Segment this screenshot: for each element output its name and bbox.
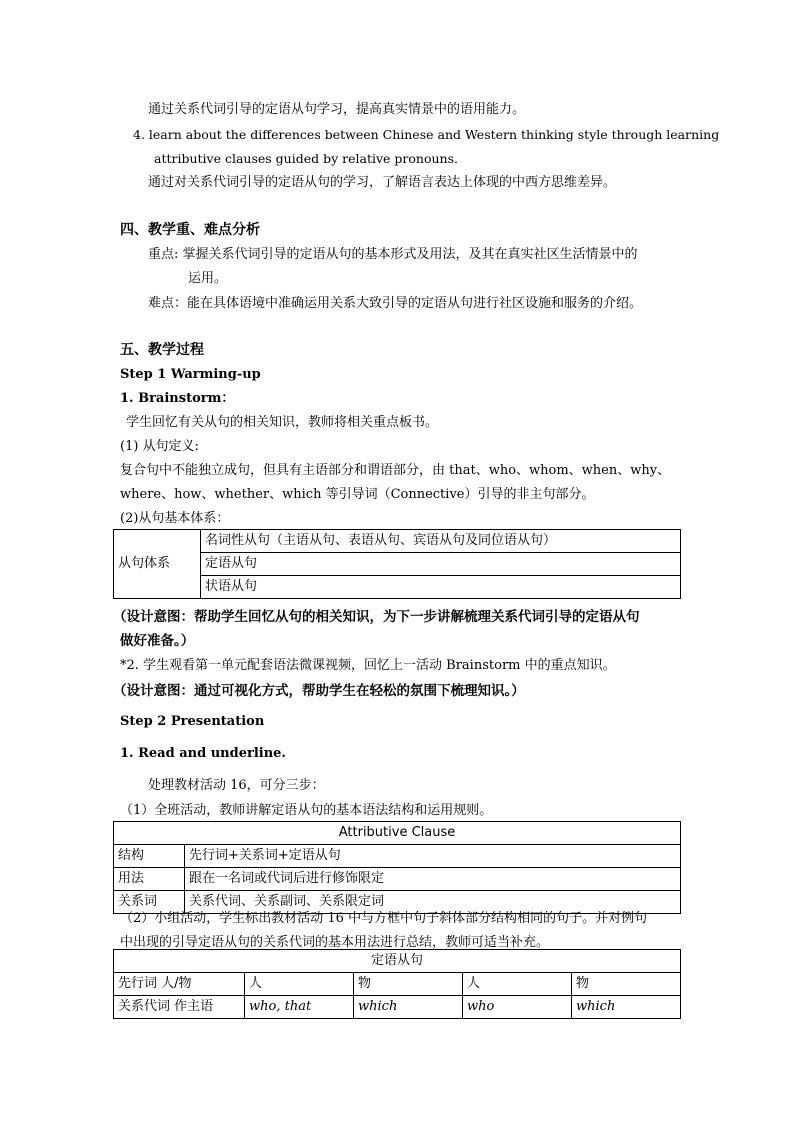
attr-row-value: 关系代词、关系副词、关系限定词: [185, 891, 681, 914]
brainstorm-heading: 1. Brainstorm：: [120, 391, 235, 406]
attr-row-label: 结构: [114, 845, 185, 868]
section-4-heading: 四、教学重、难点分析: [120, 222, 260, 238]
definition-text-line1: 复合句中不能独立成句，但具有主语部分和谓语部分，由 that、who、whom、when、why、: [120, 463, 671, 478]
step-b-line2: 中出现的引导定语从句的关系代词的基本用法进行总结，教师可适当补充。: [120, 935, 550, 950]
rel-cell: which: [572, 996, 681, 1019]
step-a-text: （1）全班活动，教师讲解定语从句的基本语法结构和运用规则。: [120, 803, 493, 818]
rel-cell: 人: [463, 973, 572, 996]
step1-heading: Step 1 Warming-up: [120, 367, 261, 382]
relative-pronoun-table: [113, 949, 681, 1019]
design-intent-2: （设计意图：通过可视化方式，帮助学生在轻松的氛围下梳理知识。）: [113, 683, 525, 699]
read-underline-heading: 1. Read and underline.: [120, 746, 286, 761]
clause-system-item: 名词性从句（主语从句、表语从句、宾语从句及同位语从句）: [201, 530, 681, 553]
relative-table-title: 定语从句: [114, 950, 681, 973]
clause-system-table: [113, 529, 681, 599]
objective-4-cn: 通过对关系代词引导的定语从句的学习，了解语言表达上体现的中西方思维差异。: [148, 175, 617, 190]
rel-cell: who: [463, 996, 572, 1019]
clause-system-item: 定语从句: [201, 553, 681, 576]
brainstorm-text: 学生回忆有关从句的相关知识，教师将相关重点板书。: [126, 415, 439, 430]
rel-cell: who, that: [245, 996, 354, 1019]
rel-row1-label: 先行词 人/物: [114, 973, 245, 996]
design-intent-1-line1: （设计意图：帮助学生回忆从句的相关知识，为下一步讲解梳理关系代词引导的定语从句: [113, 609, 640, 625]
rel-cell: 物: [572, 973, 681, 996]
design-intent-1-line2: 做好准备。）: [120, 633, 195, 649]
key-point-line2: 运用。: [188, 271, 228, 286]
difficult-point: 难点：能在具体语境中准确运用关系大致引导的定语从句进行社区设施和服务的介绍。: [148, 296, 643, 311]
step2-heading: Step 2 Presentation: [120, 714, 265, 729]
rel-cell: 物: [354, 973, 463, 996]
attr-row-label: 关系词: [114, 891, 185, 914]
rel-cell: which: [354, 996, 463, 1019]
step-b-line1: （2）小组活动，学生标出教材活动 16 中与方框中句子斜体部分结构相同的句子。并对例句: [120, 911, 648, 926]
attr-row-value: 跟在一名词或代词后进行修饰限定: [185, 868, 681, 891]
definition-heading: (1) 从句定义:: [120, 439, 199, 454]
clause-system-label: 从句体系: [114, 530, 201, 599]
objective-4-en-line2: attributive clauses guided by relative pronouns.: [154, 151, 458, 166]
key-point-line1: 重点: 掌握关系代词引导的定语从句的基本形式及用法，及其在真实社区生活情景中的: [148, 247, 638, 262]
objective-4-en-line1: 4. learn about the differences between Chinese and Western thinking style through learning: [133, 127, 720, 142]
rel-cell: 人: [245, 973, 354, 996]
attributive-clause-title: Attributive Clause: [114, 822, 681, 845]
system-heading: (2)从句基本体系：: [120, 511, 230, 526]
attr-row-label: 用法: [114, 868, 185, 891]
clause-system-item: 状语从句: [201, 576, 681, 599]
attributive-clause-table: [113, 821, 681, 914]
attr-row-value: 先行词+关系词+定语从句: [185, 845, 681, 868]
definition-text-line2: where、how、whether、which 等引导词（Connective）引导的非主句部分。: [120, 487, 595, 502]
item-2-text: *2. 学生观看第一单元配套语法微课视频，回忆上一活动 Brainstorm 中的重点知识。: [120, 658, 616, 673]
objective-3-cn: 通过关系代词引导的定语从句学习，提高真实情景中的语用能力。: [148, 102, 526, 117]
section-5-heading: 五、教学过程: [120, 342, 204, 358]
process-text: 处理教材活动 16，可分三步：: [148, 778, 325, 793]
rel-row2-label: 关系代词 作主语: [114, 996, 245, 1019]
